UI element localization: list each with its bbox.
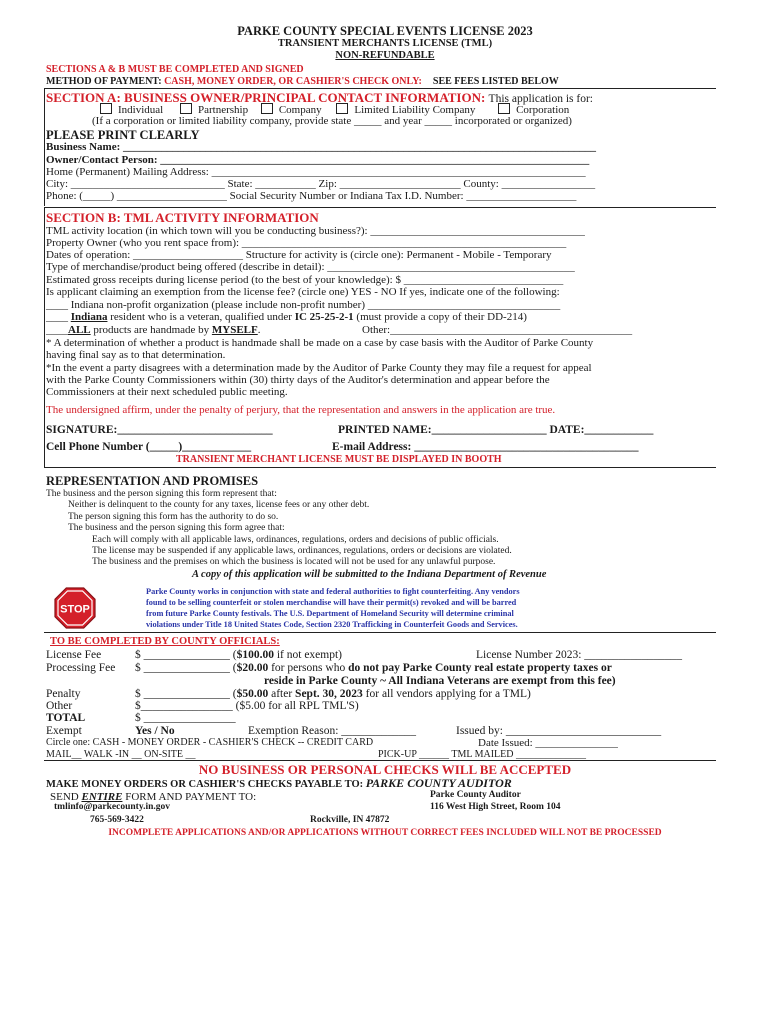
processing-fee-mid: for persons who xyxy=(268,662,349,674)
partnership-label: Partnership xyxy=(197,104,249,116)
handmade-all: ALL xyxy=(68,324,91,336)
representation-heading: REPRESENTATION AND PROMISES xyxy=(46,474,259,488)
section-a-top-rule xyxy=(44,88,716,89)
home-address-field[interactable]: Home (Permanent) Mailing Address: ____________________________________________________________________ xyxy=(46,166,586,178)
payment-label: METHOD OF PAYMENT: xyxy=(46,76,162,87)
application-for-label: This application is for: xyxy=(488,93,593,105)
stop-label: STOP xyxy=(60,603,90,616)
form-title: PARKE COUNTY SPECIAL EVENTS LICENSE 2023 xyxy=(237,24,533,38)
affirmation: The undersigned affirm, under the penalty of perjury, that the representation and answers in the application are true. xyxy=(46,404,556,416)
section-a-heading: SECTION A: BUSINESS OWNER/PRINCIPAL CONTACT INFORMATION: xyxy=(46,90,486,105)
processing-fee-amount: $ _______________ ( xyxy=(135,662,237,674)
contact-phone: 765-569-3422 xyxy=(90,815,144,825)
counterfeit-line-4: violations under Title 18 United States Code, Section 2320 Trafficking in Counterfeit Goods and Services. xyxy=(146,620,518,629)
license-fee-note: if not exempt) xyxy=(273,649,342,661)
counterfeit-line-3: from future Parke County festivals. The U.S. Department of Homeland Security will determine criminal xyxy=(146,609,514,618)
payable-line xyxy=(46,776,512,791)
counterfeit-line-2: found to be selling counterfeit or stolen merchandise will have their permit(s) revoked and will be barred xyxy=(146,598,517,607)
print-clearly: PLEASE PRINT CLEARLY xyxy=(46,128,200,142)
other-fee-label: Other xyxy=(46,700,73,712)
nonprofit-option[interactable]: ____ Indiana non-profit organization (please include non-profit number) ___________________________________ xyxy=(46,299,561,311)
footer-top-rule xyxy=(44,760,716,761)
license-fee-line[interactable] xyxy=(135,649,342,661)
license-fee-value: $100.00 xyxy=(236,649,274,661)
corporation-label: Corporation xyxy=(516,104,570,116)
pickup-mailed-field[interactable]: PICK-UP ______ TML MAILED ______________ xyxy=(378,749,586,760)
rep-item-1: Neither is delinquent to the county for any taxes, license fees or any other debt. xyxy=(68,500,370,510)
auditor-street: 116 West High Street, Room 104 xyxy=(430,802,561,812)
agree-item-3: The business and the premises on which the business is located will not be used for any unlawful purpose. xyxy=(92,557,496,567)
form-subtitle: TRANSIENT MERCHANTS LICENSE (TML) xyxy=(277,38,493,49)
agree-item-1: Each will comply with all applicable laws, ordinances, regulations, orders and decisions of public officials. xyxy=(92,535,499,545)
penalty-label: Penalty xyxy=(46,688,81,700)
business-name-field[interactable]: Business Name: ______________________________________________________________________________________ xyxy=(46,141,597,153)
handmade-mid: products are handmade by xyxy=(90,324,212,336)
counterfeit-line-1: Parke County works in conjunction with state and federal authorities to fight counterfeiting. Any vendors xyxy=(146,587,520,596)
penalty-amount: $ _______________ ( xyxy=(135,688,237,700)
individual-label: Individual xyxy=(118,104,164,116)
exempt-label: Exempt xyxy=(46,725,82,737)
payment-method-line xyxy=(46,76,559,87)
city-state-zip-field[interactable]: City: ____________________________ State: ___________ Zip: ______________________ County: _________________ xyxy=(46,178,596,190)
delivery-method-field[interactable]: MAIL__ WALK -IN __ ON-SITE __ xyxy=(46,749,196,760)
send-pre: SEND xyxy=(50,791,82,803)
license-fee-amount: $ _______________ ( xyxy=(135,649,237,661)
total-field[interactable]: $ ________________ xyxy=(135,712,236,724)
veteran-blank: ____ xyxy=(46,311,68,323)
handmade-post: . xyxy=(257,324,261,336)
veteran-indiana: Indiana xyxy=(70,311,108,323)
total-label: TOTAL xyxy=(46,712,86,724)
property-owner-field[interactable]: Property Owner (who you rent space from): ___________________________________________________________ xyxy=(46,237,567,249)
section-b-heading: SECTION B: TML ACTIVITY INFORMATION xyxy=(46,210,319,225)
issued-by-field[interactable]: Issued by: ___________________________ xyxy=(456,725,662,737)
processing-fee-label: Processing Fee xyxy=(46,662,116,674)
license-number-field[interactable]: License Number 2023: _________________ xyxy=(476,649,683,661)
auditor-city: Rockville, IN 47872 xyxy=(310,815,390,825)
section-a-left-rule xyxy=(44,88,45,206)
processing-fee-value: $20.00 xyxy=(236,662,269,674)
send-post: FORM AND PAYMENT TO: xyxy=(122,791,257,803)
appeal-line-2: with the Parke County Commissioners within (30) thirty days of the Auditor's determination and appear before the xyxy=(46,374,550,386)
receipts-field[interactable]: Estimated gross receipts during license period (to the best of your knowledge): $ _____________________________ xyxy=(46,274,564,286)
county-use-heading: TO BE COMPLETED BY COUNTY OFFICIALS: xyxy=(50,636,280,647)
display-notice: TRANSIENT MERCHANT LICENSE MUST BE DISPLAYED IN BOOTH xyxy=(176,454,502,465)
section-b-top-rule xyxy=(44,207,716,208)
incomplete-notice: INCOMPLETE APPLICATIONS AND/OR APPLICATIONS WITHOUT CORRECT FEES INCLUDED WILL NOT BE PROCESSED xyxy=(108,828,662,838)
veteran-post: (must provide a copy of their DD-214) xyxy=(353,311,527,323)
dor-copy-note: A copy of this application will be submitted to the Indiana Department of Revenue xyxy=(192,569,547,580)
date-issued-field[interactable]: Date Issued: _______________ xyxy=(478,737,618,749)
corp-note: (If a corporation or limited liability company, provide state _____ and year _____ incorporated or organized) xyxy=(92,115,572,127)
penalty-date: Sept. 30, 2023 xyxy=(295,688,363,700)
company-checkbox[interactable] xyxy=(261,103,273,114)
agree-intro: The business and the person signing this form agree that: xyxy=(68,523,285,533)
other-fee-field[interactable]: $________________ ($5.00 for all RPL TML'S) xyxy=(135,700,359,712)
veteran-option[interactable] xyxy=(46,311,527,323)
no-checks-notice: NO BUSINESS OR PERSONAL CHECKS WILL BE ACCEPTED xyxy=(198,762,572,777)
veteran-ic: IC 25-25-2-1 xyxy=(294,311,354,323)
processing-fee-line-2: reside in Parke County ~ All Indiana Veterans are exempt from this fee) xyxy=(264,675,616,687)
appeal-line-3: Commissioners at their next scheduled public meeting. xyxy=(46,386,288,398)
send-entire: ENTIRE xyxy=(81,791,123,803)
activity-location-field[interactable]: TML activity location (in which town will you be conducting business?): _______________________________________ xyxy=(46,225,585,237)
section-b-left-rule xyxy=(44,207,45,467)
merchandise-field[interactable]: Type of merchandise/product being offered (describe in detail): _____________________________________________ xyxy=(46,261,575,273)
penalty-post: for all vendors applying for a TML) xyxy=(362,688,531,700)
payable-to: PARKE COUNTY AUDITOR xyxy=(365,776,512,790)
exemption-question[interactable]: Is applicant claiming an exemption from the license fee? (circle one) YES - NO If yes, indicate one of the following: xyxy=(46,286,560,298)
processing-fee-condition: do not pay Parke County real estate property taxes or xyxy=(348,662,612,674)
processing-fee-line[interactable] xyxy=(135,662,612,674)
penalty-line[interactable] xyxy=(135,688,531,700)
penalty-value: $50.00 xyxy=(236,688,269,700)
handmade-blank: ____ xyxy=(46,324,68,336)
handmade-myself: MYSELF xyxy=(211,324,258,336)
company-label: Company xyxy=(278,104,322,116)
corporation-checkbox[interactable] xyxy=(498,103,510,114)
printed-name-date-field[interactable]: PRINTED NAME:____________________ DATE:____________ xyxy=(338,424,654,436)
signature-field[interactable]: SIGNATURE:___________________________ xyxy=(46,424,273,436)
owner-field[interactable]: Owner/Contact Person: ______________________________________________________________________________ xyxy=(46,154,590,166)
exempt-yes-no[interactable]: Yes / No xyxy=(135,725,175,737)
payment-circle-one[interactable]: Circle one: CASH - MONEY ORDER - CASHIER'S CHECK -- CREDIT CARD xyxy=(46,737,374,748)
payment-methods: CASH, MONEY ORDER, OR CASHIER'S CHECK ONLY: xyxy=(164,76,422,87)
other-option-field[interactable]: Other:____________________________________________ xyxy=(362,324,633,336)
dates-structure-field[interactable]: Dates of operation: ____________________ Structure for activity is (circle one): Permanent - Mobile - Temporary xyxy=(46,249,552,261)
penalty-mid: after xyxy=(268,688,296,700)
individual-checkbox[interactable] xyxy=(100,103,112,114)
veteran-mid: resident who is a veteran, qualified under xyxy=(107,311,295,323)
appeal-line-1: *In the event a party disagrees with a determination made by the Auditor of Parke County they may file a request for appeal xyxy=(46,362,592,374)
license-fee-label: License Fee xyxy=(46,649,102,661)
rep-item-2: The person signing this form has the authority to do so. xyxy=(68,512,279,522)
stop-sign-icon xyxy=(54,587,96,629)
determination-line-2: having final say as to that determination. xyxy=(46,349,226,361)
determination-line-1: * A determination of whether a product is handmade shall be made on a case by case basis with the Auditor of Parke County xyxy=(46,337,594,349)
county-section-top-rule xyxy=(44,632,716,633)
agree-item-2: The license may be suspended if any applicable laws, ordinances, regulations, orders or decisions are violated. xyxy=(92,546,512,556)
exemption-reason-field[interactable]: Exemption Reason: _____________ xyxy=(248,725,417,737)
cell-phone-field[interactable]: Cell Phone Number (_____)____________ xyxy=(46,441,252,453)
nonrefundable-label: NON-REFUNDABLE xyxy=(335,50,435,61)
sections-note: SECTIONS A & B MUST BE COMPLETED AND SIGNED xyxy=(46,64,304,75)
fees-note: SEE FEES LISTED BELOW xyxy=(432,76,559,87)
payable-label: MAKE MONEY ORDERS OR CASHIER'S CHECKS PAYABLE TO: xyxy=(46,779,364,790)
llc-label: Limited Liability Company xyxy=(354,104,476,116)
auditor-name: Parke County Auditor xyxy=(430,790,521,800)
email-field[interactable]: E-mail Address: _______________________________________ xyxy=(332,441,639,453)
rep-intro: The business and the person signing this form represent that: xyxy=(46,489,277,499)
llc-checkbox[interactable] xyxy=(336,103,348,114)
representation-top-rule xyxy=(44,467,716,468)
partnership-checkbox[interactable] xyxy=(180,103,192,114)
contact-email[interactable]: tmlinfo@parkecounty.in.gov xyxy=(54,802,170,812)
phone-ssn-field[interactable]: Phone: (_____) ____________________ Social Security Number or Indiana Tax I.D. Number: ____________________ xyxy=(46,190,577,202)
handmade-option[interactable] xyxy=(46,324,260,336)
